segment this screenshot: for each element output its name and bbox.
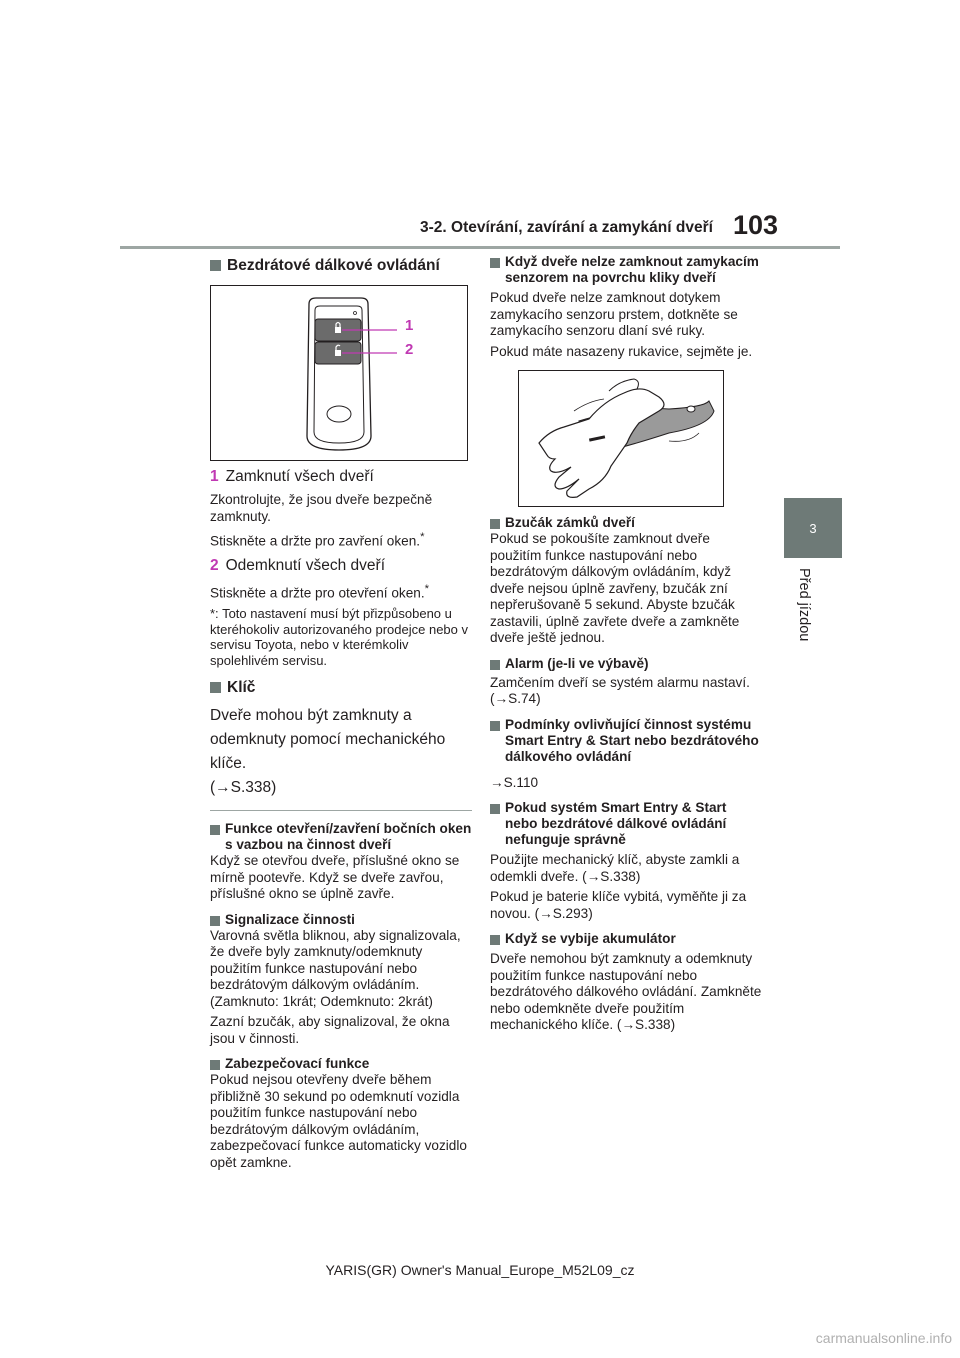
item-lock-all: 1 Zamknutí všech dveří	[210, 468, 374, 485]
remote-heading: Bezdrátové dálkové ovládání	[210, 256, 472, 275]
item1-text-windows: Stiskněte a držte pro zavření oken.*	[210, 531, 425, 549]
security-text: Pokud nejsou otevřeny dveře během přibližně 30 sekund po odemknutí vozidla použitím funkce nastupování nebo bezdrátovým dálkovým ovládáním, zabezpečovací funkce automaticky vozidlo opět zamkne.	[210, 1072, 467, 1170]
chapter-label-text: Před jízdou	[796, 568, 812, 642]
chapter-tab[interactable]	[784, 498, 842, 558]
heading-square-icon	[490, 804, 500, 814]
buzzer-heading: Bzučák zámků dveří	[490, 515, 762, 531]
sensor-text-gloves: Pokud máte nasazeny rukavice, sejměte je.	[490, 343, 753, 359]
page-number: 103	[733, 210, 779, 240]
key-text: Dveře mohou být zamknuty a odemknuty pomocí mechanického klíče. (→S.338)	[210, 707, 446, 797]
alarm-heading: Alarm (je-li ve výbavě)	[490, 656, 762, 672]
item2-text: Stiskněte a držte pro otevření oken.*	[210, 583, 430, 601]
malfunction-text: Použijte mechanický klíč, abyste zamkli a odemkli dveře. (→S.338)	[490, 852, 740, 884]
left-column	[210, 256, 472, 1175]
heading-square-icon	[490, 935, 500, 945]
signal-heading: Signalizace činnosti	[210, 912, 472, 928]
alarm-text: Zamčením dveří se systém alarmu nastaví. (→S.74)	[490, 674, 750, 706]
footnote: *: Toto nastavení musí být přizpůsobeno u kteréhokoliv autorizovaného prodejce nebo v servisu Toyota, nebo v kterémkoliv spolehlivém servisu.	[210, 606, 469, 668]
sensor-text: Pokud dveře nelze zamknout dotykem zamykacího senzoru prstem, dotkněte se zamykacího senzoru dlaní své ruky.	[490, 290, 738, 338]
heading-square-icon	[490, 660, 500, 670]
buzzer-text: Pokud se pokoušíte zamknout dveře použitím funkce nastupování nebo bezdrátovým dálkovým ovládáním, když dveře nejsou úplně zavřeny, bzučák zní nepřerušovaně 5 sekund. Abyste bzučák zastavili, úplně zavřete dveře a zamkněte dveře ještě jednou.	[490, 531, 740, 645]
heading-square-icon	[490, 519, 500, 529]
right-column	[490, 254, 762, 1038]
conditions-heading: Podmínky ovlivňující činnost systému Smart Entry & Start nebo bezdrátového dálkového ovládání	[490, 717, 762, 765]
chapter-label	[772, 568, 852, 658]
heading-square-icon	[210, 916, 220, 926]
conditions-ref-link[interactable]: →S.110	[490, 774, 539, 790]
watermark[interactable]: carmanualsonline.info	[815, 1330, 952, 1346]
security-heading: Zabezpečovací funkce	[210, 1056, 472, 1072]
heading-square-icon	[210, 260, 221, 271]
section-divider	[210, 810, 472, 811]
heading-square-icon	[490, 258, 500, 268]
key-fob-illustration	[211, 286, 467, 460]
hand-on-handle-illustration	[519, 371, 723, 506]
callout-1: 1	[405, 317, 414, 334]
door-handle-figure	[518, 370, 724, 507]
page-footer: YARIS(GR) Owner's Manual_Europe_M52L09_cz	[325, 1262, 635, 1278]
battery-heading: Když se vybije akumulátor	[490, 931, 762, 947]
windows-text: Když se otevřou dveře, příslušné okno se mírně pootevře. Když se dveře zavřou, příslušné okno se úplně zavře.	[210, 853, 460, 902]
key-heading: Klíč	[210, 678, 472, 697]
sensor-heading: Když dveře nelze zamknout zamykacím senzorem na povrchu kliky dveří	[490, 254, 762, 286]
signal-text-buzzer: Zazní bzučák, aby signalizoval, že okna jsou v činnosti.	[210, 1014, 450, 1046]
heading-square-icon	[210, 1060, 220, 1070]
item1-text: Zkontrolujte, že jsou dveře bezpečně zamknuty.	[210, 492, 433, 524]
windows-heading: Funkce otevření/zavření bočních oken s vazbou na činnost dveří	[210, 821, 472, 853]
callout-2: 2	[405, 341, 414, 358]
section-title: 3-2. Otevírání, zavírání a zamykání dveří	[420, 219, 713, 236]
battery-text: Dveře nemohou být zamknuty a odemknuty použitím funkce nastupování nebo bezdrátového dálkového ovládání. Zamkněte nebo odemkněte dveře použitím mechanického klíče. (→S.338)	[490, 951, 762, 1032]
key-ref-link[interactable]: (→S.338)	[210, 779, 277, 797]
malfunction-heading: Pokud systém Smart Entry & Start nebo bezdrátové dálkové ovládání nefunguje správně	[490, 800, 762, 848]
chapter-number: 3	[809, 520, 817, 536]
heading-square-icon	[210, 825, 220, 835]
signal-text: Varovná světla bliknou, aby signalizovala, že dveře byly zamknuty/odemknuty použitím funkce nastupování nebo bezdrátovým dálkovým ovládáním. (Zamknuto: 1krát; Odemknuto: 2krát)	[210, 927, 461, 1009]
header-divider	[120, 246, 840, 249]
heading-square-icon	[490, 721, 500, 731]
heading-square-icon	[210, 682, 221, 693]
malfunction-text-battery: Pokud je baterie klíče vybitá, vyměňte ji za novou. (→S.293)	[490, 889, 747, 921]
remote-key-figure	[210, 285, 468, 461]
item-unlock-all: 2 Odemknutí všech dveří	[210, 557, 385, 575]
